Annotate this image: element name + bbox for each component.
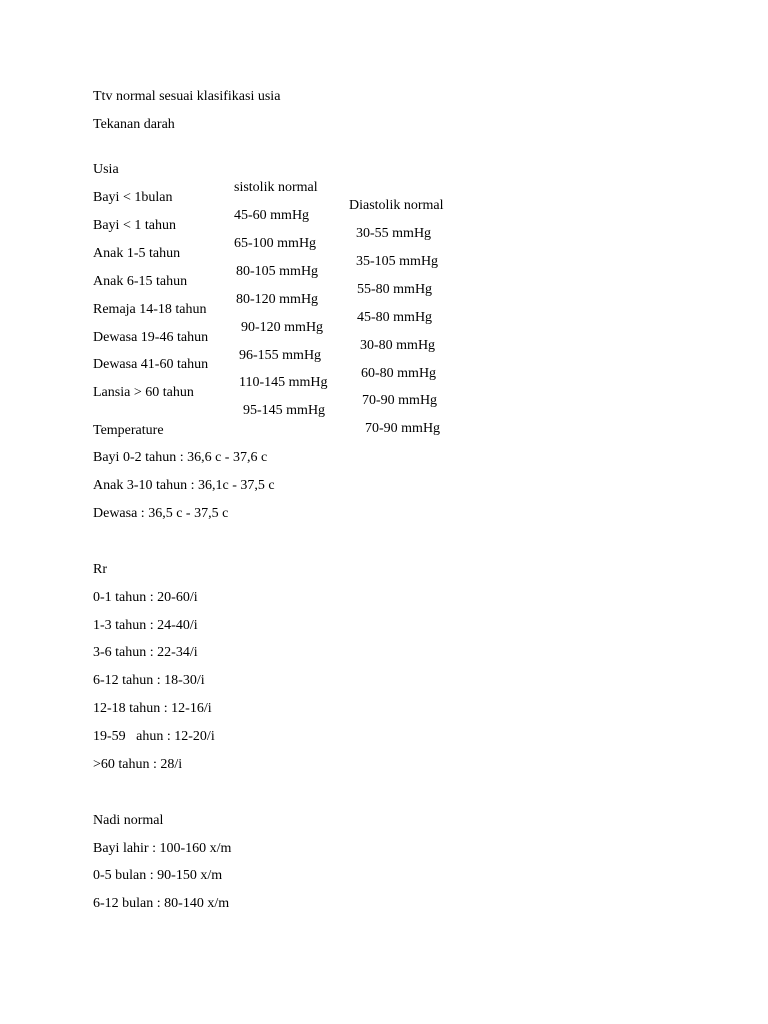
- bp-diastolic-cell: 35-105 mmHg: [356, 254, 439, 269]
- bp-age-cell: Remaja 14-18 tahun: [93, 302, 207, 317]
- rr-item: 19-59 ahun : 12-20/i: [93, 729, 215, 744]
- bp-header-diastolic: Diastolik normal: [349, 198, 444, 213]
- bp-systolic-cell: 80-120 mmHg: [236, 292, 319, 307]
- bp-age-cell: Bayi < 1 tahun: [93, 218, 176, 233]
- bp-systolic-cell: 90-120 mmHg: [241, 320, 324, 335]
- bp-systolic-cell: 96-155 mmHg: [239, 348, 322, 363]
- bp-age-cell: Dewasa 19-46 tahun: [93, 330, 209, 345]
- bp-age-cell: Anak 1-5 tahun: [93, 246, 181, 261]
- temperature-heading: Temperature: [93, 423, 164, 438]
- rr-item: 0-1 tahun : 20-60/i: [93, 590, 198, 605]
- bp-diastolic-cell: 30-55 mmHg: [356, 226, 432, 241]
- bp-header-age: Usia: [93, 162, 119, 177]
- bp-diastolic-cell: 30-80 mmHg: [360, 338, 436, 353]
- blood-pressure-heading: Tekanan darah: [93, 117, 175, 132]
- rr-heading: Rr: [93, 562, 107, 577]
- bp-diastolic-cell: 45-80 mmHg: [357, 310, 433, 325]
- bp-diastolic-cell: 70-90 mmHg: [362, 393, 438, 408]
- rr-item: 1-3 tahun : 24-40/i: [93, 618, 198, 633]
- document-title: Ttv normal sesuai klasifikasi usia: [93, 89, 281, 104]
- bp-header-systolic: sistolik normal: [234, 180, 318, 195]
- pulse-heading: Nadi normal: [93, 813, 164, 828]
- bp-systolic-cell: 45-60 mmHg: [234, 208, 310, 223]
- bp-age-cell: Lansia > 60 tahun: [93, 385, 194, 400]
- rr-item: 3-6 tahun : 22-34/i: [93, 645, 198, 660]
- pulse-item: Bayi lahir : 100-160 x/m: [93, 841, 232, 856]
- bp-age-cell: Bayi < 1bulan: [93, 190, 173, 205]
- temperature-item: Anak 3-10 tahun : 36,1c - 37,5 c: [93, 478, 275, 493]
- temperature-item: Bayi 0-2 tahun : 36,6 c - 37,6 c: [93, 450, 268, 465]
- bp-systolic-cell: 65-100 mmHg: [234, 236, 317, 251]
- rr-item: 12-18 tahun : 12-16/i: [93, 701, 212, 716]
- bp-diastolic-cell: 60-80 mmHg: [361, 366, 437, 381]
- bp-systolic-cell: 110-145 mmHg: [239, 375, 328, 390]
- bp-age-cell: Dewasa 41-60 tahun: [93, 357, 209, 372]
- bp-diastolic-cell: 55-80 mmHg: [357, 282, 433, 297]
- pulse-item: 6-12 bulan : 80-140 x/m: [93, 896, 230, 911]
- temperature-item: Dewasa : 36,5 c - 37,5 c: [93, 506, 229, 521]
- bp-systolic-cell: 95-145 mmHg: [243, 403, 326, 418]
- rr-item: >60 tahun : 28/i: [93, 757, 183, 772]
- rr-item: 6-12 tahun : 18-30/i: [93, 673, 205, 688]
- bp-age-cell: Anak 6-15 tahun: [93, 274, 188, 289]
- bp-systolic-cell: 80-105 mmHg: [236, 264, 319, 279]
- bp-diastolic-cell: 70-90 mmHg: [365, 421, 441, 436]
- pulse-item: 0-5 bulan : 90-150 x/m: [93, 868, 223, 883]
